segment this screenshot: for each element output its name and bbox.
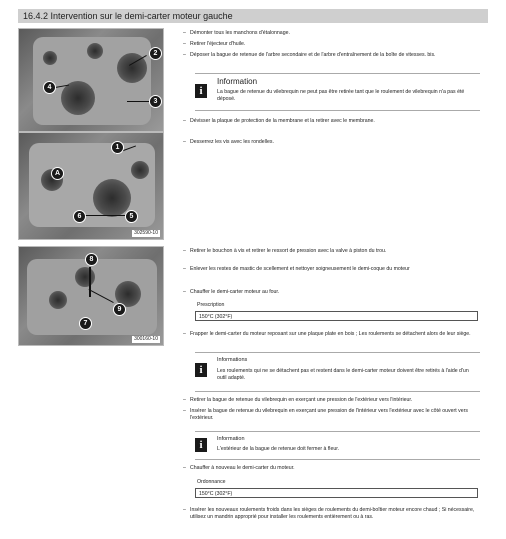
callout-8: 8 [85,253,98,266]
step: – Chauffer le demi-carter moteur au four. [183,289,280,295]
info-text: L'extérieur de la bague de retenue doit fermer à fleur. [217,446,340,452]
info-text: Les roulements qui ne se détachent pas et restent dans le demi-carter moteur doivent être retirés à l'aide d'un outil adapté. [217,368,469,381]
info-text: La bague de retenue du vilebrequin ne peut pas être retirée tant que le roulement de vilebrequin n'a pas été déposé. [217,89,465,102]
info-title: Informations [217,357,248,363]
engine-case-photo-3 [18,246,164,346]
photo-caption: 302590-10 [134,230,158,236]
prescription-box [195,302,480,324]
info-title: Information [217,77,258,86]
callout-3: 3 [149,95,162,108]
step: – Retirer le bouchon à vis et retirer le ressort de pression avec la valve à piston du trou. [183,248,387,254]
info-title: Information [217,436,245,442]
section-header: 16.4.2 Intervention sur le demi-carter moteur gauche [18,9,488,23]
info-icon: i [195,438,207,452]
step: – Démonter tous les manchons d'étalonnage. [183,30,290,36]
step: – Enlever les restes de mastic de scellement et nettoyer soigneusement le demi-coque du moteur [183,266,410,272]
info-icon: i [195,84,207,98]
step: – Retirer la bague de retenue du vilebrequin en exerçant une pression de l'extérieur vers l'intérieur. [183,397,413,403]
info-box [195,352,480,392]
photo-caption: 300160-10 [134,336,158,342]
callout-1: 1 [111,141,124,154]
ordonnance-label: Ordonnance [197,479,226,485]
info-icon: i [195,363,207,377]
step: – Dévisser la plaque de protection de la membrane et la retirer avec le membrane. [183,118,375,124]
engine-case-photo-2 [18,132,164,240]
step: – Insérer les nouveaux roulements froids dans les sièges de roulements du demi-boîtier moteur encore chaud ; Si nécessaire, utilisez un mandrin approprié pour installer les roulements entièrement ou à ras. [183,507,475,520]
prescription-label: Prescription [197,302,225,308]
callout-7: 7 [79,317,92,330]
step: – Chauffer à nouveau le demi-carter du moteur. [183,465,295,471]
step: – Insérer la bague de retenue du vilebrequin en exerçant une pression de l'intérieur vers l'extérieur avec le côté ouvert vers l'extérieur. [183,408,468,421]
callout-6: 6 [73,210,86,223]
callout-a: A [51,167,64,180]
callout-4: 4 [43,81,56,94]
callout-2: 2 [149,47,162,60]
callout-5: 5 [125,210,138,223]
info-box [195,431,480,460]
ordonnance-box [195,479,480,501]
step: – Desserrez les vis avec les rondelles. [183,139,274,145]
step: – Déposer la bague de retenue de l'arbre secondaire et de l'arbre d'entraînement de la boîte de vitesses. bis. [183,52,436,58]
info-box [195,73,480,111]
prescription-value: 150°C (302°F) [195,311,478,321]
engine-case-photo-1 [18,28,164,132]
step: – Retirer l'éjecteur d'huile. [183,41,246,47]
step: – Frapper le demi-carter du moteur reposant sur une plaque plate en bois ; Les roulements se détachent alors de leur siège. [183,331,471,337]
callout-9: 9 [113,303,126,316]
ordonnance-value: 150°C (302°F) [195,488,478,498]
